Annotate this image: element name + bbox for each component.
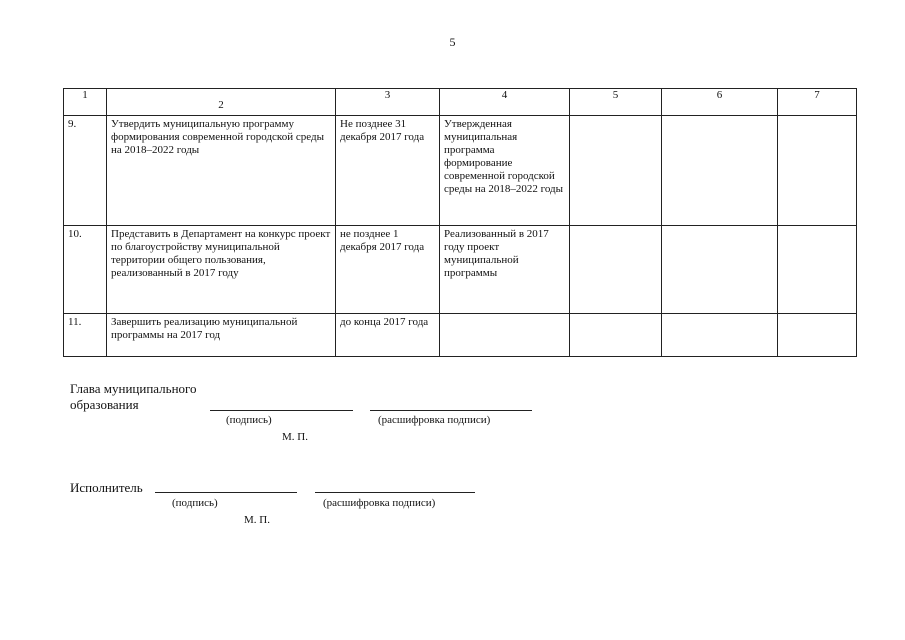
row-result: Реализованный в 2017 году проект муниципальной программы — [440, 226, 570, 314]
executor-signature-caption: (подпись) — [172, 497, 218, 509]
executor-signature-line[interactable] — [155, 492, 297, 493]
column-header-4: 4 — [440, 89, 570, 116]
table-row — [64, 314, 857, 357]
column-header-3: 3 — [336, 89, 440, 116]
head-signature-line[interactable] — [210, 410, 353, 411]
head-title-line1: Глава муниципального — [70, 381, 197, 396]
row-task: Утвердить муниципальную программу формирования современной городской среды на 2018–2022 годы — [107, 116, 336, 226]
executor-title: Исполнитель — [70, 480, 143, 495]
table-row — [64, 226, 857, 314]
row-col6 — [662, 116, 778, 226]
executor-decode-caption: (расшифровка подписи) — [323, 497, 436, 509]
row-deadline: Не позднее 31 декабря 2017 года — [336, 116, 440, 226]
row-col5 — [570, 314, 662, 357]
column-header-5: 5 — [570, 89, 662, 116]
page-number: 5 — [449, 35, 456, 49]
row-task: Завершить реализацию муниципальной программы на 2017 год — [107, 314, 336, 357]
executor-decode-line[interactable] — [315, 492, 475, 493]
table-row — [64, 116, 857, 226]
column-header-2: 2 — [107, 89, 336, 116]
table-header-row — [64, 89, 857, 116]
row-number: 9. — [64, 116, 107, 226]
column-header-7: 7 — [778, 89, 857, 116]
row-col7 — [778, 226, 857, 314]
row-number: 10. — [64, 226, 107, 314]
row-deadline: не позднее 1 декабря 2017 года — [336, 226, 440, 314]
action-plan-table — [63, 88, 857, 357]
column-header-6: 6 — [662, 89, 778, 116]
row-col5 — [570, 116, 662, 226]
head-signature-caption: (подпись) — [226, 414, 272, 426]
column-header-1: 1 — [64, 89, 107, 116]
head-decode-line[interactable] — [370, 410, 532, 411]
row-deadline: до конца 2017 года — [336, 314, 440, 357]
row-col7 — [778, 116, 857, 226]
row-number: 11. — [64, 314, 107, 357]
row-col6 — [662, 226, 778, 314]
head-decode-caption: (расшифровка подписи) — [378, 414, 491, 426]
row-col6 — [662, 314, 778, 357]
row-col5 — [570, 226, 662, 314]
row-result: Утвержденная муниципальная программа формирование современной городской среды на 2018–2022 годы — [440, 116, 570, 226]
row-task: Представить в Департамент на конкурс проект по благоустройству муниципальной территории общего пользования, реализованный в 2017 году — [107, 226, 336, 314]
head-title-line2: образования — [70, 397, 139, 412]
head-stamp-label: М. П. — [282, 431, 308, 443]
row-col7 — [778, 314, 857, 357]
executor-stamp-label: М. П. — [244, 514, 270, 526]
row-result — [440, 314, 570, 357]
